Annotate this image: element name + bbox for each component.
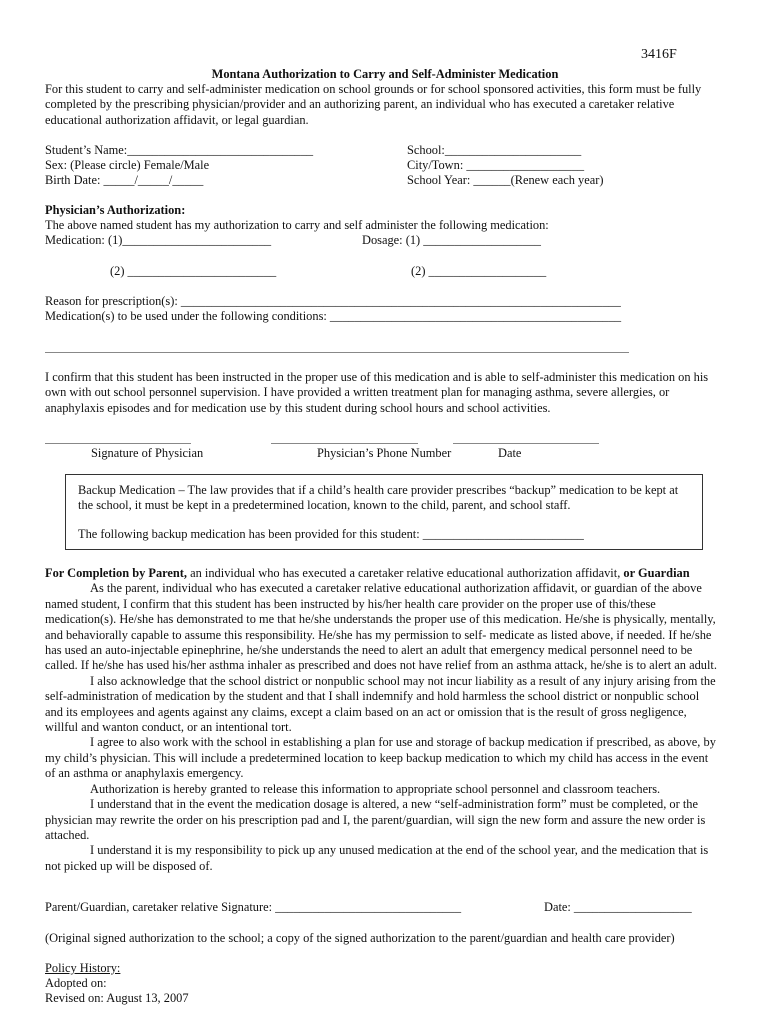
policy-adopted: Adopted on: <box>45 976 107 990</box>
intro-paragraph: For this student to carry and self-administer medication on school grounds or for school sponsored activities, this form must be fully completed by the prescribing physician/provider and an authorizing parent, an individual who has executed a caretaker relative educational authorization affidavit, or legal guardian. <box>45 82 702 127</box>
parent-date-field[interactable]: Date: ___________________ <box>544 900 692 914</box>
student-name-field[interactable]: Student’s Name:______________________________ <box>45 143 314 157</box>
parent-paragraph-3: I agree to also work with the school in establishing a plan for use and storage of backup medication if prescribed, as above, by my child’s physician. This will include a predetermined location to keep backup medication to which my child has access in the event of an asthma or anaphylaxis emergency. <box>45 735 716 781</box>
physician-date-label: Date <box>498 446 522 460</box>
conditions-field[interactable]: Medication(s) to be used under the following conditions: _______________________________________________ <box>45 309 622 323</box>
parent-paragraph-4: Authorization is hereby granted to release this information to appropriate school personnel and classroom teachers. <box>90 781 661 796</box>
backup-medication-box <box>65 474 703 550</box>
form-number: 3416F <box>641 47 677 62</box>
physician-confirmation: I confirm that this student has been instructed in the proper use of this medication and is able to self-administer this medication on his own with out school personnel supervision. I have provided a written treatment plan for managing asthma, severe allergies, or anaphylaxis episodes and for medication use by this student during school hours and school activities. <box>45 370 709 415</box>
parent-signature-field[interactable]: Parent/Guardian, caretaker relative Signature: ______________________________ <box>45 900 462 914</box>
parent-heading-guardian: or Guardian <box>620 566 690 580</box>
form-title: Montana Authorization to Carry and Self-Administer Medication <box>211 67 559 81</box>
physician-signature-line[interactable] <box>45 443 191 444</box>
backup-medication-text: Backup Medication – The law provides that if a child’s health care provider prescribes “backup” medication to be kept at the school, it must be kept in a predetermined location, known to the child, parent, and school staff. <box>78 483 679 513</box>
parent-paragraph-6: I understand it is my responsibility to pick up any unused medication at the end of the school year, and the medication that is not picked up will be disposed of. <box>45 843 709 873</box>
distribution-note: (Original signed authorization to the school; a copy of the signed authorization to the parent/guardian and health care provider) <box>45 931 675 945</box>
student-birthdate-field[interactable]: Birth Date: _____/_____/_____ <box>45 173 204 187</box>
physician-phone-line[interactable] <box>271 443 418 444</box>
physician-intro: The above named student has my authorization to carry and self administer the following medication: <box>45 218 549 232</box>
parent-paragraph-1: As the parent, individual who has executed a caretaker relative educational authorization affidavit, or guardian of the above named student, I confirm that this student has been instructed by his/her health care provider on the proper use of this/these medication(s). He/she has demonstrated to me that he/she understands the proper use of this medication. He/she is physically, mentally, and behaviorally capable to assume this responsibility. He/she has my permission to self- medicate as listed above, if needed. If he/she has used an auto-injectable epinephrine, he/she understands the need to alert an adult that emergency medical personnel need to be called. If he/she has used his/her asthma inhaler as prescribed and does not have relief from an asthma attack, he/she is to alert an adult. <box>45 581 717 673</box>
physician-phone-label: Physician’s Phone Number <box>317 446 452 460</box>
physician-heading: Physician’s Authorization: <box>45 203 186 217</box>
physician-signature-label: Signature of Physician <box>91 446 204 460</box>
backup-medication-field[interactable]: The following backup medication has been provided for this student: __________________________ <box>78 527 584 541</box>
physician-date-line[interactable] <box>453 443 599 444</box>
school-field[interactable]: School:______________________ <box>407 143 582 157</box>
parent-heading <box>45 566 717 581</box>
student-sex-field[interactable]: Sex: (Please circle) Female/Male <box>45 158 210 172</box>
parent-paragraph-2: I also acknowledge that the school district or nonpublic school may not incur liability as a result of any injury arising from the self-administration of medication by the student and that I shall indemnify and hold harmless the school district or nonpublic school and its employees and agents against any claims, except a claim based on an act or omission that is the result of gross negligence, willful and wanton conduct, or an intentional tort. <box>45 673 716 735</box>
policy-revised: Revised on: August 13, 2007 <box>45 991 189 1005</box>
policy-history-heading: Policy History: <box>45 961 121 975</box>
dosage-2-field[interactable]: (2) ___________________ <box>411 264 547 278</box>
dosage-1-field[interactable]: Dosage: (1) ___________________ <box>362 233 541 247</box>
parent-heading-bold: For Completion by Parent, <box>45 566 188 580</box>
reason-field[interactable]: Reason for prescription(s): _______________________________________________________________________ <box>45 294 621 308</box>
conditions-extra-line[interactable] <box>45 352 629 353</box>
parent-paragraph-5: I understand that in the event the medication dosage is altered, a new “self-administration form” must be completed, or the physician may rewrite the order on his prescription pad and I, the parent/guardian, will sign the new form and assure the new order is attached. <box>45 797 706 842</box>
medication-1-field[interactable]: Medication: (1)________________________ <box>45 233 272 247</box>
medication-2-field[interactable]: (2) ________________________ <box>110 264 277 278</box>
city-town-field[interactable]: City/Town: ___________________ <box>407 158 585 172</box>
parent-heading-middle: an individual who has executed a caretaker relative educational authorization affidavit, <box>187 566 621 580</box>
parent-section <box>45 566 717 874</box>
school-year-field[interactable]: School Year: ______(Renew each year) <box>407 173 604 187</box>
